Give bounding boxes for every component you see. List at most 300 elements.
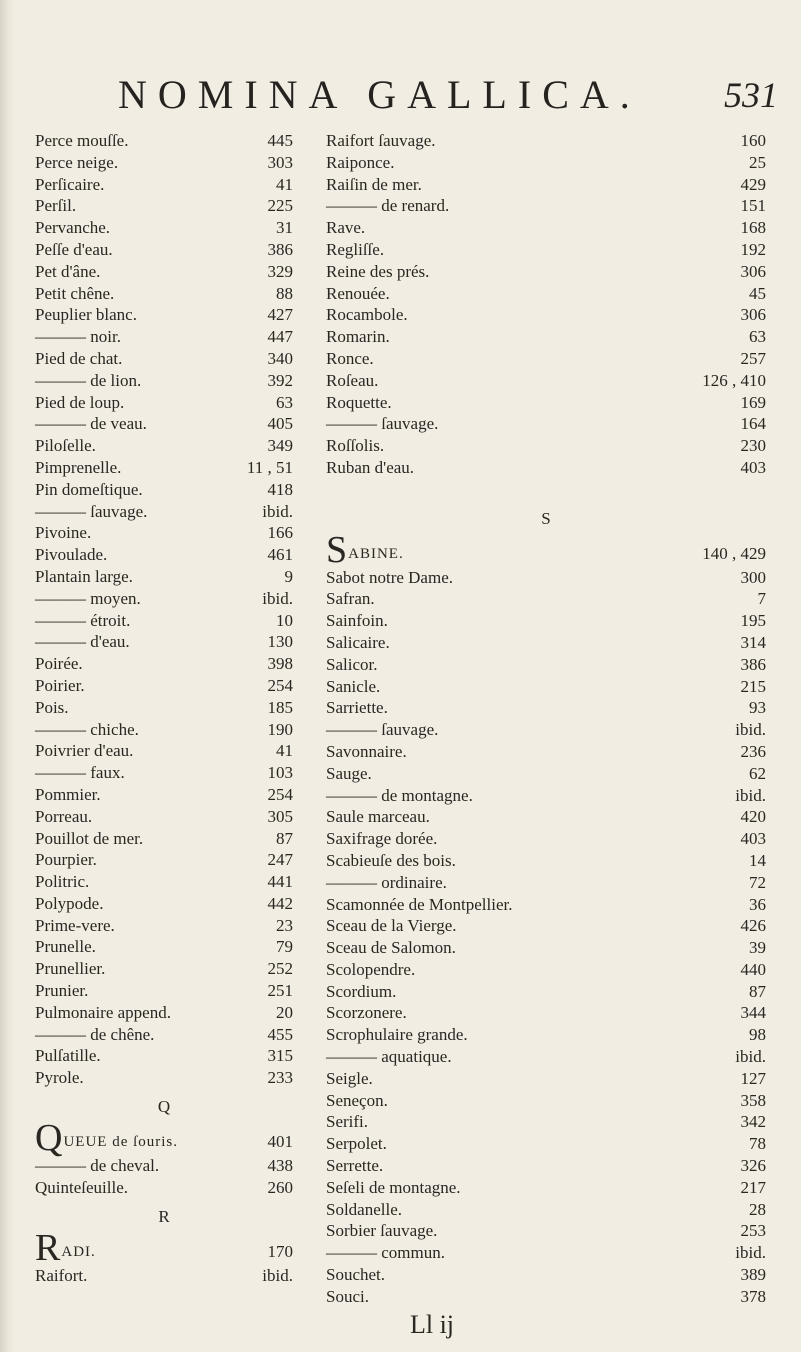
plant-name: Souchet.	[326, 1265, 386, 1285]
plant-name: Raiponce.	[326, 152, 395, 172]
index-entry	[326, 1090, 766, 1112]
page-reference: 63	[276, 392, 293, 412]
index-entry	[35, 544, 293, 566]
plant-name: Rave.	[326, 218, 366, 238]
index-entry	[35, 936, 293, 958]
page-reference: 36	[749, 894, 766, 914]
page-reference: 88	[276, 283, 293, 303]
plant-name: Savonnaire.	[326, 741, 407, 761]
plant-name: Sceau de Salomon.	[326, 938, 456, 958]
index-entry	[35, 610, 293, 632]
plant-name: Plantain large.	[35, 566, 133, 586]
page-reference: ibid.	[735, 720, 766, 740]
index-entry	[326, 392, 766, 414]
plant-name: Piloſelle.	[35, 436, 96, 456]
plant-name: ——— commun.	[326, 1243, 445, 1263]
plant-name: Sarriette.	[326, 698, 388, 718]
index-entry	[35, 457, 293, 479]
plant-name: Prunier.	[35, 981, 89, 1001]
plant-name: Safran.	[326, 589, 375, 609]
letter-section-heading: S	[541, 508, 551, 528]
index-entry	[326, 283, 766, 305]
plant-name: Pin domeſtique.	[35, 479, 143, 499]
plant-name: Perce neige.	[35, 152, 119, 172]
index-entry	[326, 676, 766, 698]
plant-name-rest: ADI.	[61, 1243, 96, 1260]
plant-name: Pet d'âne.	[35, 261, 101, 281]
plant-name: Ruban d'eau.	[326, 457, 415, 477]
page-reference: 103	[267, 763, 293, 783]
page-reference: 41	[276, 741, 293, 761]
page-reference: 31	[276, 218, 293, 238]
index-entry	[326, 1024, 766, 1046]
index-entry	[326, 806, 766, 828]
index-entry	[326, 528, 766, 571]
page-reference: 23	[276, 915, 293, 935]
page-reference: 247	[267, 850, 293, 870]
plant-name: Raifort ſauvage.	[326, 131, 436, 150]
plant-name: Romarin.	[326, 327, 390, 347]
plant-name: Sainfoin.	[326, 611, 388, 631]
page-reference: 306	[740, 305, 766, 325]
plant-name: Scabieuſe des bois.	[326, 850, 456, 870]
page-reference: 405	[267, 414, 293, 434]
page-reference: 392	[267, 370, 293, 390]
index-entry	[35, 915, 293, 937]
page-reference: 403	[740, 457, 766, 477]
plant-name: Perſicaire.	[35, 174, 105, 194]
plant-name: Pulmonaire append.	[35, 1002, 171, 1022]
plant-name: Pommier.	[35, 784, 101, 804]
index-entry	[35, 326, 293, 348]
page-reference: 20	[276, 1002, 293, 1022]
index-entry	[35, 849, 293, 871]
page-reference: 403	[740, 829, 766, 849]
plant-name	[35, 1117, 179, 1160]
page-reference: ibid.	[262, 588, 293, 608]
index-entry	[326, 915, 766, 937]
plant-name: Salicor.	[326, 654, 378, 674]
page-reference: 151	[740, 196, 766, 216]
index-entry	[326, 348, 766, 370]
plant-name: Ronce.	[326, 348, 374, 368]
index-entry	[35, 479, 293, 501]
index-entry	[35, 784, 293, 806]
page-reference: 315	[267, 1046, 293, 1066]
index-entry	[326, 610, 766, 632]
index-entry	[35, 522, 293, 544]
page-reference: 63	[749, 327, 766, 347]
plant-name-rest: UEUE de ſouris.	[63, 1134, 179, 1151]
plant-name: ——— aquatique.	[326, 1047, 452, 1067]
page-reference: 41	[276, 174, 293, 194]
page-reference: 253	[740, 1221, 766, 1241]
page-reference: 455	[267, 1024, 293, 1044]
index-entry	[35, 501, 293, 523]
page-reference: ibid.	[735, 785, 766, 805]
plant-name: ——— d'eau.	[35, 632, 130, 652]
index-entry	[35, 893, 293, 915]
page-reference: 257	[740, 348, 766, 368]
page-reference: 386	[267, 239, 293, 259]
page-reference: 254	[267, 675, 293, 695]
page-reference: 260	[267, 1177, 293, 1197]
index-entry	[35, 1226, 293, 1269]
index-entry	[35, 435, 293, 457]
plant-name: Poivrier d'eau.	[35, 741, 134, 761]
page-reference: 10	[276, 610, 293, 630]
plant-name: Seneçon.	[326, 1090, 388, 1110]
index-entry	[326, 261, 766, 283]
page-reference: 170	[267, 1241, 293, 1261]
page-reference: 329	[267, 261, 293, 281]
index-entry	[35, 1177, 293, 1199]
index-entry	[35, 239, 293, 261]
plant-name: Peſſe d'eau.	[35, 239, 113, 259]
page-reference: 11 , 51	[246, 457, 293, 477]
index-entry	[326, 1046, 766, 1068]
plant-name: Regliſſe.	[326, 239, 385, 259]
page-reference: 126 , 410	[702, 370, 766, 390]
index-entry	[326, 457, 766, 479]
plant-name: Roſeau.	[326, 370, 379, 390]
index-entry	[35, 304, 293, 326]
index-entry	[326, 654, 766, 676]
index-entry	[35, 675, 293, 697]
plant-name: Scorzonere.	[326, 1003, 407, 1023]
page-reference: 140 , 429	[702, 543, 766, 563]
plant-name: ——— ordinaire.	[326, 872, 447, 892]
page-reference: 326	[740, 1156, 766, 1176]
drop-initial: Q	[35, 1117, 63, 1160]
plant-name: Scolopendre.	[326, 959, 416, 979]
index-entry	[326, 741, 766, 763]
drop-initial: S	[326, 528, 348, 571]
plant-name: Reine des prés.	[326, 261, 430, 281]
plant-name: Poirée.	[35, 654, 83, 674]
plant-name: Politric.	[35, 872, 90, 892]
page-reference: ibid.	[735, 1243, 766, 1263]
index-entry	[35, 1067, 293, 1089]
plant-name: Pied de loup.	[35, 392, 125, 412]
plant-name: Perce mouſſe.	[35, 131, 129, 150]
plant-name: ——— moyen.	[35, 588, 141, 608]
page-reference: 130	[267, 632, 293, 652]
plant-name: Prime-vere.	[35, 915, 115, 935]
plant-name: Peuplier blanc.	[35, 305, 137, 325]
index-entry	[326, 1068, 766, 1090]
page-reference: 429	[740, 174, 766, 194]
page-reference: 349	[267, 436, 293, 456]
plant-name: Roquette.	[326, 392, 392, 412]
page-reference: 389	[740, 1265, 766, 1285]
index-entry	[326, 785, 766, 807]
index-entry	[326, 174, 766, 196]
index-entry	[326, 413, 766, 435]
page-reference: ibid.	[262, 1265, 293, 1285]
index-entry	[35, 1117, 293, 1160]
page-reference: 441	[267, 872, 293, 892]
plant-name: Serpolet.	[326, 1134, 387, 1154]
index-entry	[326, 828, 766, 850]
plant-name: Salicaire.	[326, 632, 390, 652]
index-entry	[326, 195, 766, 217]
index-entry	[326, 1177, 766, 1199]
page-reference: 314	[740, 632, 766, 652]
running-head	[118, 70, 778, 120]
plant-name: Raifort.	[35, 1265, 88, 1285]
index-entry	[35, 1265, 293, 1287]
page-reference: 168	[740, 218, 766, 238]
plant-name: Raiſin de mer.	[326, 174, 422, 194]
page-reference: 9	[284, 566, 293, 586]
page-reference: ibid.	[262, 501, 293, 521]
page-reference: 217	[740, 1177, 766, 1197]
index-entry	[35, 719, 293, 741]
page-reference: 195	[740, 611, 766, 631]
page-reference: 427	[267, 305, 293, 325]
page-reference: 401	[267, 1132, 293, 1152]
index-entry	[35, 261, 293, 283]
index-entry	[326, 1264, 766, 1286]
plant-name: Prunellier.	[35, 959, 106, 979]
index-entry	[35, 871, 293, 893]
index-entry	[35, 828, 293, 850]
plant-name: Roſſolis.	[326, 436, 385, 456]
plant-name: Polypode.	[35, 893, 104, 913]
index-entry	[326, 1199, 766, 1221]
page-reference: 445	[267, 131, 293, 150]
index-entry	[326, 370, 766, 392]
column-spacer	[326, 479, 766, 501]
plant-name: ——— ſauvage.	[326, 414, 439, 434]
plant-name: Pivoulade.	[35, 545, 108, 565]
index-entry	[35, 283, 293, 305]
page-gutter-shadow	[0, 0, 14, 1352]
page-reference: 306	[740, 261, 766, 281]
page-reference: 440	[740, 959, 766, 979]
plant-name: Perſil.	[35, 196, 77, 216]
index-entry	[35, 370, 293, 392]
index-entry	[35, 1155, 293, 1177]
page-reference: 461	[267, 545, 293, 565]
plant-name-rest: ABINE.	[348, 545, 404, 562]
plant-name: ——— de lion.	[35, 370, 142, 390]
page-reference: 420	[740, 807, 766, 827]
page-reference: 300	[740, 567, 766, 587]
index-entry	[326, 217, 766, 239]
page-reference: 398	[267, 654, 293, 674]
plant-name: Prunelle.	[35, 937, 96, 957]
page-reference: 305	[267, 806, 293, 826]
index-entry	[326, 1242, 766, 1264]
page-reference: 87	[749, 981, 766, 1001]
page-reference: 160	[740, 131, 766, 150]
plant-name: Pulſatille.	[35, 1046, 101, 1066]
page-reference: 340	[267, 348, 293, 368]
page-reference: 438	[267, 1156, 293, 1176]
page-reference: 39	[749, 938, 766, 958]
index-entry	[326, 850, 766, 872]
index-entry	[35, 1024, 293, 1046]
letter-section-heading: Q	[157, 1097, 171, 1117]
plant-name: Porreau.	[35, 806, 93, 826]
page-reference: 14	[749, 850, 766, 870]
index-entry	[326, 1286, 766, 1308]
index-entry	[35, 174, 293, 196]
page-reference: 166	[267, 523, 293, 543]
index-entry	[326, 588, 766, 610]
page-reference: 192	[740, 239, 766, 259]
index-entry	[326, 130, 766, 152]
plant-name: Pyrole.	[35, 1068, 84, 1088]
index-entry	[326, 1220, 766, 1242]
plant-name: Poirier.	[35, 675, 85, 695]
page-reference: 215	[740, 676, 766, 696]
page-reference: 93	[749, 698, 766, 718]
plant-name: Seigle.	[326, 1068, 373, 1088]
plant-name: Sceau de la Vierge.	[326, 916, 457, 936]
index-entry	[326, 632, 766, 654]
page-reference: 169	[740, 392, 766, 412]
index-entry	[326, 937, 766, 959]
index-entry	[35, 217, 293, 239]
page-reference: 342	[740, 1112, 766, 1132]
plant-name: Petit chêne.	[35, 283, 115, 303]
page-reference: 190	[267, 719, 293, 739]
page-reference: 127	[740, 1068, 766, 1088]
plant-name: Quinteſeuille.	[35, 1177, 129, 1197]
index-entry	[326, 304, 766, 326]
plant-name: Pervanche.	[35, 218, 111, 238]
plant-name: Souci.	[326, 1286, 369, 1306]
index-entry	[35, 631, 293, 653]
page-reference: 386	[740, 654, 766, 674]
index-entry	[326, 894, 766, 916]
index-entry	[35, 130, 293, 152]
plant-name: Renouée.	[326, 283, 390, 303]
page-reference: 233	[267, 1068, 293, 1088]
plant-name: ——— faux.	[35, 763, 125, 783]
index-entry	[35, 980, 293, 1002]
page-reference: 252	[267, 959, 293, 979]
index-entry	[326, 435, 766, 457]
plant-name: Sauge.	[326, 763, 372, 783]
plant-name: Scrophulaire grande.	[326, 1025, 468, 1045]
plant-name	[35, 1226, 96, 1269]
page-reference: 164	[740, 414, 766, 434]
plant-name: ——— étroit.	[35, 610, 131, 630]
plant-name: Rocambole.	[326, 305, 408, 325]
index-column-right	[326, 130, 766, 1308]
plant-name: Scamonnée de Montpellier.	[326, 894, 513, 914]
index-entry	[326, 1155, 766, 1177]
index-entry	[326, 1002, 766, 1024]
page-reference: 78	[749, 1134, 766, 1154]
index-entry	[326, 719, 766, 741]
plant-name	[326, 528, 404, 571]
page-number: 531	[724, 75, 778, 115]
page-reference: 418	[267, 479, 293, 499]
index-entry	[35, 392, 293, 414]
page-reference: 98	[749, 1025, 766, 1045]
plant-name: ——— noir.	[35, 327, 121, 347]
page-reference: 426	[740, 916, 766, 936]
index-entry	[326, 326, 766, 348]
index-entry	[326, 872, 766, 894]
page-reference: 25	[749, 152, 766, 172]
plant-name: Pivoine.	[35, 523, 92, 543]
page-reference: 225	[267, 196, 293, 216]
page-reference: 447	[267, 327, 293, 347]
index-entry	[35, 958, 293, 980]
plant-name: Serrette.	[326, 1156, 384, 1176]
plant-name: ——— ſauvage.	[326, 720, 439, 740]
page-reference: 442	[267, 893, 293, 913]
index-entry	[35, 348, 293, 370]
page-reference: 28	[749, 1199, 766, 1219]
index-entry	[35, 1002, 293, 1024]
plant-name: Pourpier.	[35, 850, 97, 870]
page-reference: 378	[740, 1286, 766, 1306]
plant-name: Scordium.	[326, 981, 397, 1001]
plant-name: Saule marceau.	[326, 807, 430, 827]
index-entry	[35, 762, 293, 784]
index-entry	[326, 959, 766, 981]
index-column-left	[35, 130, 293, 1286]
plant-name: Pouillot de mer.	[35, 828, 144, 848]
page-reference: 230	[740, 436, 766, 456]
index-entry	[326, 1133, 766, 1155]
plant-name: ——— ſauvage.	[35, 501, 148, 521]
plant-name: ——— de renard.	[326, 196, 450, 216]
page-reference: 185	[267, 697, 293, 717]
plant-name: ——— de chêne.	[35, 1024, 155, 1044]
drop-initial: R	[35, 1226, 61, 1269]
index-entry	[35, 588, 293, 610]
index-entry	[326, 697, 766, 719]
plant-name: Seſeli de montagne.	[326, 1177, 461, 1197]
plant-name: Serifi.	[326, 1112, 369, 1132]
index-entry	[35, 806, 293, 828]
index-entry	[326, 763, 766, 785]
page-reference: 344	[740, 1003, 766, 1023]
index-entry	[35, 195, 293, 217]
index-entry	[35, 152, 293, 174]
running-title: NOMINA GALLICA.	[118, 72, 641, 117]
index-entry	[35, 653, 293, 675]
page-reference: 236	[740, 741, 766, 761]
plant-name: Pois.	[35, 697, 69, 717]
page-reference: 79	[276, 937, 293, 957]
signature-mark: Ll ij	[409, 1310, 455, 1339]
page-reference: ibid.	[735, 1047, 766, 1067]
plant-name: Saxifrage dorée.	[326, 829, 438, 849]
index-entry	[35, 740, 293, 762]
plant-name: Pimprenelle.	[35, 457, 122, 477]
page-reference: 251	[267, 981, 293, 1001]
index-entry	[326, 239, 766, 261]
page-reference: 45	[749, 283, 766, 303]
plant-name: ——— de veau.	[35, 414, 147, 434]
index-entry	[326, 567, 766, 589]
plant-name: Sabot notre Dame.	[326, 567, 453, 587]
index-entry	[35, 1045, 293, 1067]
plant-name: Pied de chat.	[35, 348, 123, 368]
plant-name: ——— de cheval.	[35, 1156, 160, 1176]
page-reference: 358	[740, 1090, 766, 1110]
plant-name: ——— chiche.	[35, 719, 139, 739]
